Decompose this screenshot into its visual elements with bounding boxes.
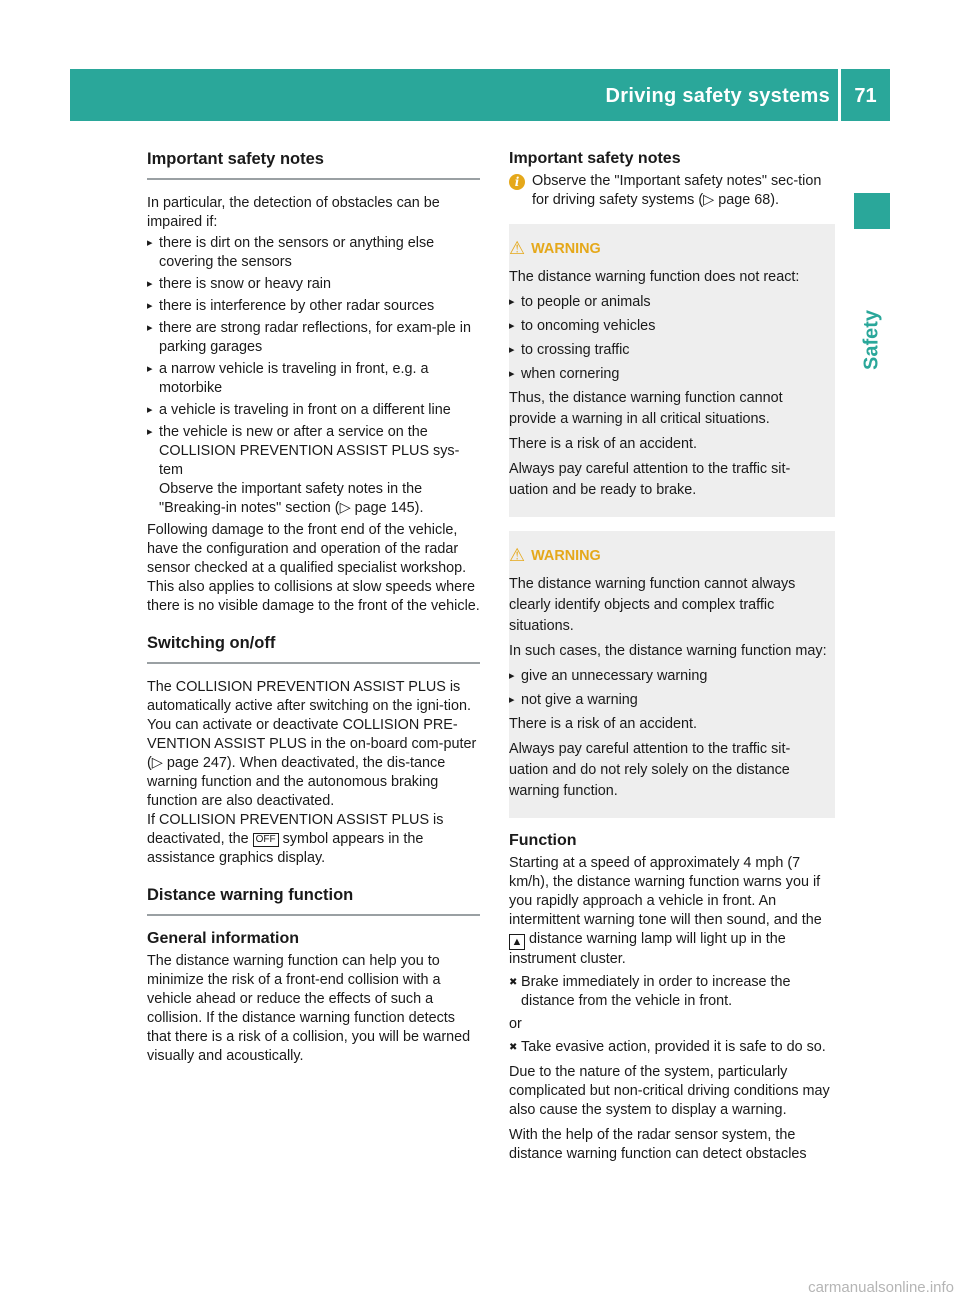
list-item: ▸ there is snow or heavy rain [147, 275, 480, 294]
page-number: 71 [854, 85, 877, 107]
warning-text: There is a risk of an accident. [509, 436, 697, 452]
action-step-brake: ✖ Brake immediately in order to increase the distance from the vehicle in front. [509, 973, 835, 1011]
warning-text: The distance warning function does not react: [509, 269, 800, 285]
subsection-title-general: General information [147, 930, 300, 947]
or-text: or [509, 1016, 522, 1032]
warning-triangle-icon: ⚠ [509, 238, 526, 258]
list-item: ▸ to crossing traffic [509, 340, 829, 361]
warning-text: Always pay careful attention to the traffic sit-uation and do not rely solely on the distance warning function. [509, 741, 791, 799]
list-item [147, 423, 480, 518]
list-item: ▸ to people or animals [509, 292, 829, 313]
general-paragraph: The distance warning function can help you to minimize the risk of a front-end collision with a vehicle ahead or reduce the effects of such a collision. If the distance warning function detects that there is a risk of a collision, you will be warned visually and acoustically. [147, 953, 471, 1064]
list-item: ▸ a narrow vehicle is traveling in front, e.g. a motorbike [147, 360, 480, 398]
warning-box-2 [509, 531, 835, 818]
breaking-in-note[interactable]: Observe the important safety notes in the "Breaking-in notes" section (▷ page 145). [159, 481, 424, 516]
list-item: ▸ when cornering [509, 364, 829, 385]
list-item: ▸ there is dirt on the sensors or anything else covering the sensors [147, 234, 480, 272]
impairment-list [147, 234, 480, 518]
list-item: ▸ there are strong radar reflections, for exam-ple in parking garages [147, 319, 480, 357]
intro-text: In particular, the detection of obstacles can be impaired if: [147, 195, 440, 230]
warning-text: In such cases, the distance warning function may: [509, 643, 827, 659]
switch-paragraph-2[interactable]: You can activate or deactivate COLLISION PRE-VENTION ASSIST PLUS in the on-board com-puter (▷ page 247). When deactivated, the dis-tance warning function and the autonomous braking function are also deactivated. [147, 717, 477, 809]
list-item: ▸ not give a warning [509, 690, 829, 711]
warning-list [509, 666, 829, 711]
switch-paragraph-1: The COLLISION PREVENTION ASSIST PLUS is automatically active after switching on the igni-tion. [147, 679, 471, 714]
radar-paragraph: With the help of the radar sensor system, the distance warning function can detect obstacles [509, 1127, 807, 1162]
warning-text: Thus, the distance warning function cannot provide a warning in all critical situations. [509, 390, 783, 427]
subsection-title-function: Function [509, 832, 577, 849]
warning-box-1 [509, 224, 835, 517]
watermark: carmanualsonline.info [808, 1279, 954, 1296]
section-tab-label: Safety [860, 309, 883, 371]
header-title: Driving safety systems [605, 85, 830, 107]
damage-paragraph: Following damage to the front end of the vehicle, have the configuration and operation of the radar sensor checked at a qualified specialist workshop. This also applies to collisions at slow speeds where there is no visible damage to the front of the vehicle. [147, 522, 480, 614]
header-bar [70, 69, 890, 121]
action-step-evade: ✖ Take evasive action, provided it is safe to do so. [509, 1038, 835, 1057]
warning-text: Always pay careful attention to the traffic sit-uation and be ready to brake. [509, 461, 791, 498]
distance-warning-lamp-icon: ▲ [509, 934, 525, 950]
section-title-safety-notes: Important safety notes [147, 150, 480, 180]
section-title-distance-warning: Distance warning function [147, 886, 480, 916]
info-note [509, 172, 835, 210]
collision-assist-off-icon: OFF [253, 833, 279, 847]
warning-text: There is a risk of an accident. [509, 716, 697, 732]
left-column [147, 150, 480, 1066]
warning-list [509, 292, 829, 385]
list-item: ▸ there is interference by other radar sources [147, 297, 480, 316]
section-title-safety-notes-right: Important safety notes [509, 150, 681, 167]
list-item-text: the vehicle is new or after a service on the COLLISION PREVENTION ASSIST PLUS sys-tem [159, 424, 460, 478]
switch-paragraph-3: If COLLISION PREVENTION ASSIST PLUS is deactivated, the OFF symbol appears in the assistance graphics display. [147, 812, 444, 866]
nature-paragraph: Due to the nature of the system, particularly complicated but non-critical driving conditions may also cause the system to display a warning. [509, 1064, 830, 1118]
warning-heading: ⚠ WARNING [509, 545, 601, 565]
info-text[interactable]: Observe the "Important safety notes" sec-tion for driving safety systems (▷ page 68). [532, 173, 822, 208]
list-item: ▸ to oncoming vehicles [509, 316, 829, 337]
list-item: ▸ give an unnecessary warning [509, 666, 829, 687]
warning-heading: ⚠ WARNING [509, 238, 601, 258]
info-icon: i [509, 174, 525, 190]
list-item: ▸ a vehicle is traveling in front on a different line [147, 401, 480, 420]
function-paragraph: Starting at a speed of approximately 4 mph (7 km/h), the distance warning function warns you if you rapidly approach a vehicle in front. An intermittent warning tone will then sound, and the ▲ distance warning lamp will light up in the instrument cluster. [509, 855, 822, 967]
warning-triangle-icon: ⚠ [509, 545, 526, 565]
section-tab-marker [854, 193, 890, 229]
section-title-switching: Switching on/off [147, 634, 480, 664]
warning-text: The distance warning function cannot always clearly identify objects and complex traffic situations. [509, 576, 796, 634]
right-column [509, 150, 835, 1164]
